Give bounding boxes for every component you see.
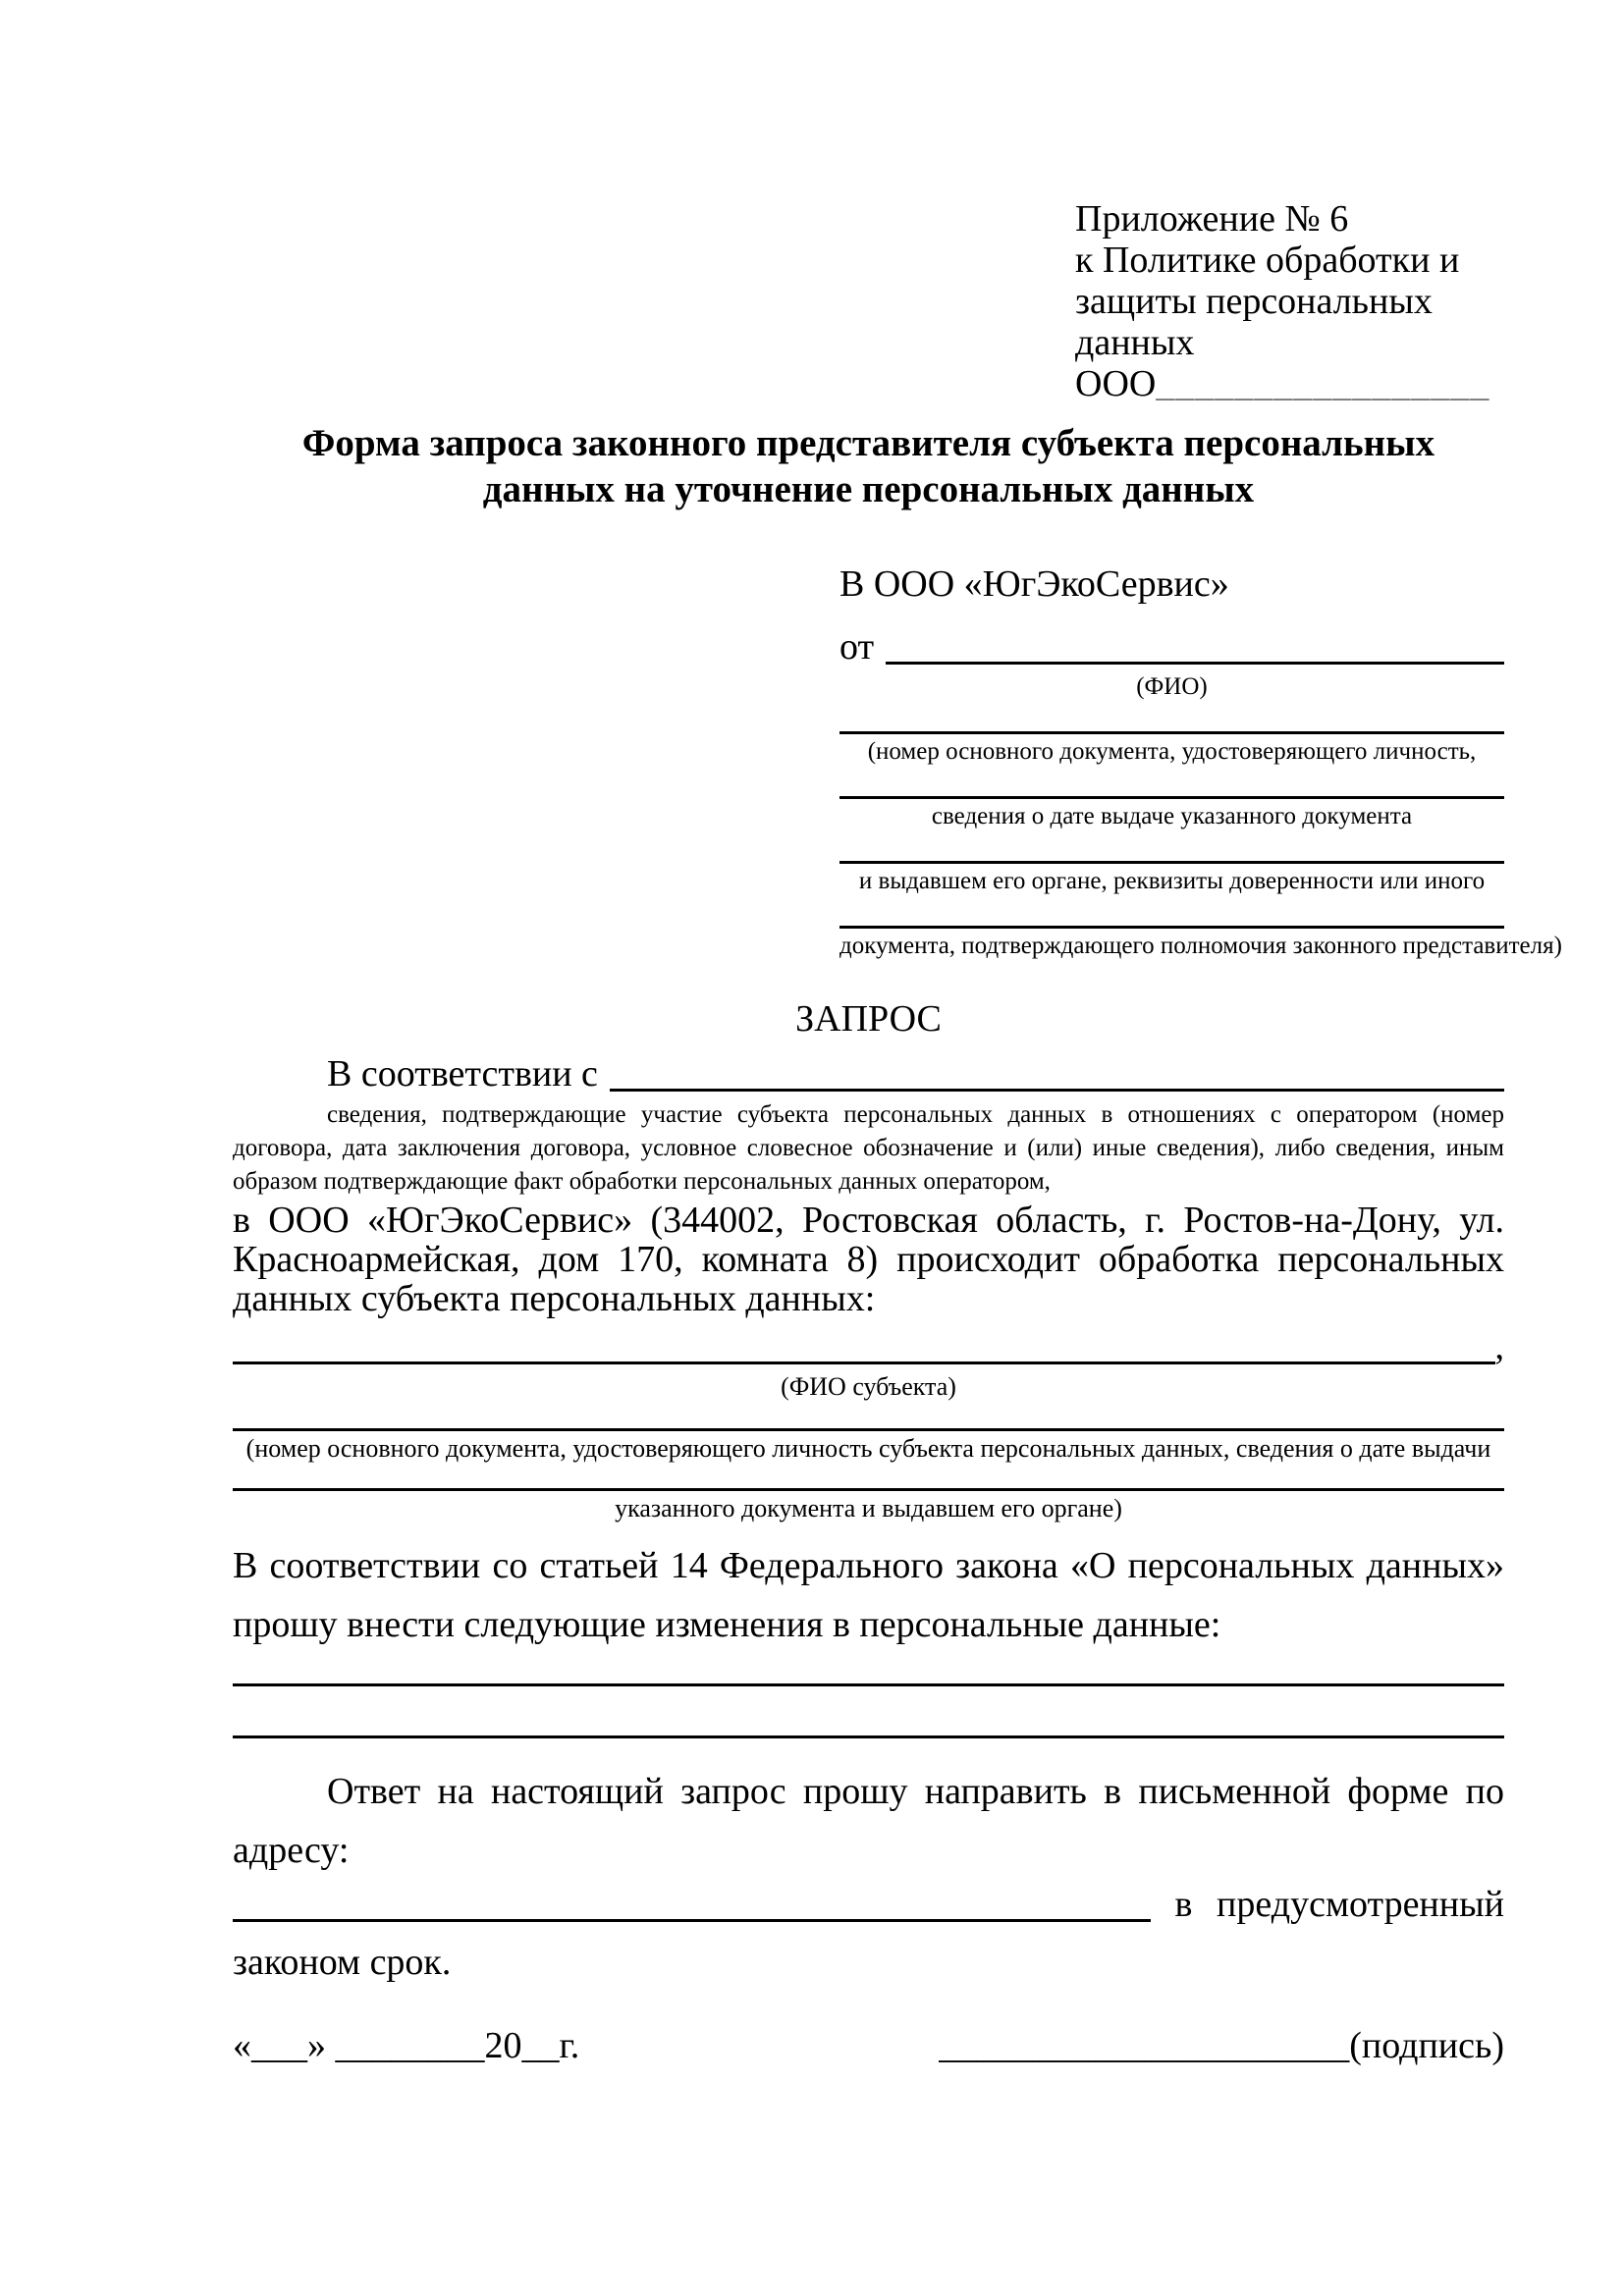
basis-blank-line [610, 1089, 1504, 1092]
address-blank-row [233, 1882, 1504, 1927]
doc-caption-1: (номер основного документа, удостоверяющего личность, [867, 738, 1477, 765]
form-title-line-2: данных на уточнение персональных данных [482, 468, 1255, 510]
signature-caption: (подпись) [1349, 2025, 1504, 2066]
signature-blank: ______________________ [939, 2025, 1350, 2066]
fio-caption: (ФИО) [1136, 673, 1208, 700]
form-title-line-1: Форма запроса законного представителя субъекта персональных [301, 422, 1435, 464]
changes-blank-line-2 [233, 1735, 1504, 1738]
subject-fio-blank-row [233, 1324, 1504, 1369]
doc-caption-2: сведения о дате выдаче указанного документа [931, 803, 1413, 829]
subject-fio-caption: (ФИО субъекта) [781, 1372, 956, 1401]
date-field: «___» ________20__г. [233, 2025, 580, 2066]
subject-doc-caption-2: указанного документа и выдавшем его органе) [615, 1494, 1122, 1522]
addressee-company: В ООО «ЮгЭкоСервис» [839, 563, 1229, 605]
basis-fine-print: сведения, подтверждающие участие субъекта персональных данных в отношениях с оператором (номер договора, дата заключения договора, условное словесное обозначение и (или) иные сведения), либо сведения, иным образом подтверждающие факт обработки персональных данных оператором, [233, 1101, 1504, 1195]
changes-blank-line-1 [233, 1683, 1504, 1686]
address-blank-line [233, 1919, 1151, 1922]
response-word-v: в [1174, 1884, 1193, 1925]
doc-caption-4: документа, подтверждающего полномочия законного представителя) [839, 933, 1562, 959]
form-title [233, 420, 1504, 512]
amendment-request-paragraph: В соответствии со статьей 14 Федерального закона «О персональных данных» прошу внести следующие изменения в персональные данные: [233, 1545, 1504, 1645]
response-word-predusmotrennyj: предусмотренный [1217, 1884, 1504, 1925]
from-name-blank-line [886, 662, 1504, 665]
doc-blank-line-1 [839, 731, 1504, 734]
appendix-line-3: защиты персональных данных [1075, 281, 1433, 363]
appendix-company-row [1075, 363, 1504, 404]
doc-blank-line-3 [839, 861, 1504, 864]
response-tail: законом срок. [233, 1942, 452, 1983]
operator-paragraph: в ООО «ЮгЭкоСервис» (344002, Ростовская область, г. Ростов-на-Дону, ул. Красноармейская, дом 170, комната 8) происходит обработка персональных данных субъекта персональных данных: [233, 1200, 1504, 1319]
subject-doc-blank-line-2 [233, 1488, 1504, 1491]
doc-blank-line-2 [839, 796, 1504, 799]
request-heading: ЗАПРОС [795, 998, 942, 1040]
doc-blank-line-4 [839, 926, 1504, 929]
basis-label: В соответствии с [327, 1053, 598, 1095]
doc-caption-3: и выдавшем его органе, реквизиты доверенности или иного [858, 868, 1486, 894]
signature-field [939, 2023, 1504, 2068]
company-prefix: ООО [1075, 363, 1157, 404]
appendix-line-2: к Политике обработки и [1075, 240, 1460, 281]
date-signature-row [233, 2023, 1504, 2068]
subject-doc-blank-line-1 [233, 1428, 1504, 1431]
basis-row [233, 1051, 1504, 1096]
addressee-block [839, 561, 1562, 961]
company-name-blank: _________________ [1156, 363, 1490, 404]
appendix-header [1075, 198, 1504, 404]
from-label: от [839, 626, 875, 667]
subject-fio-blank-line [233, 1362, 1495, 1364]
appendix-line-1: Приложение № 6 [1075, 198, 1349, 240]
response-address-paragraph: Ответ на настоящий запрос прошу направить в письменной форме по адресу: [233, 1771, 1504, 1871]
from-field-row [839, 624, 1504, 669]
subject-line-comma: , [1494, 1326, 1504, 1367]
subject-doc-caption-1: (номер основного документа, удостоверяющего личность субъекта персональных данных, сведения о дате выдачи [245, 1434, 1491, 1463]
